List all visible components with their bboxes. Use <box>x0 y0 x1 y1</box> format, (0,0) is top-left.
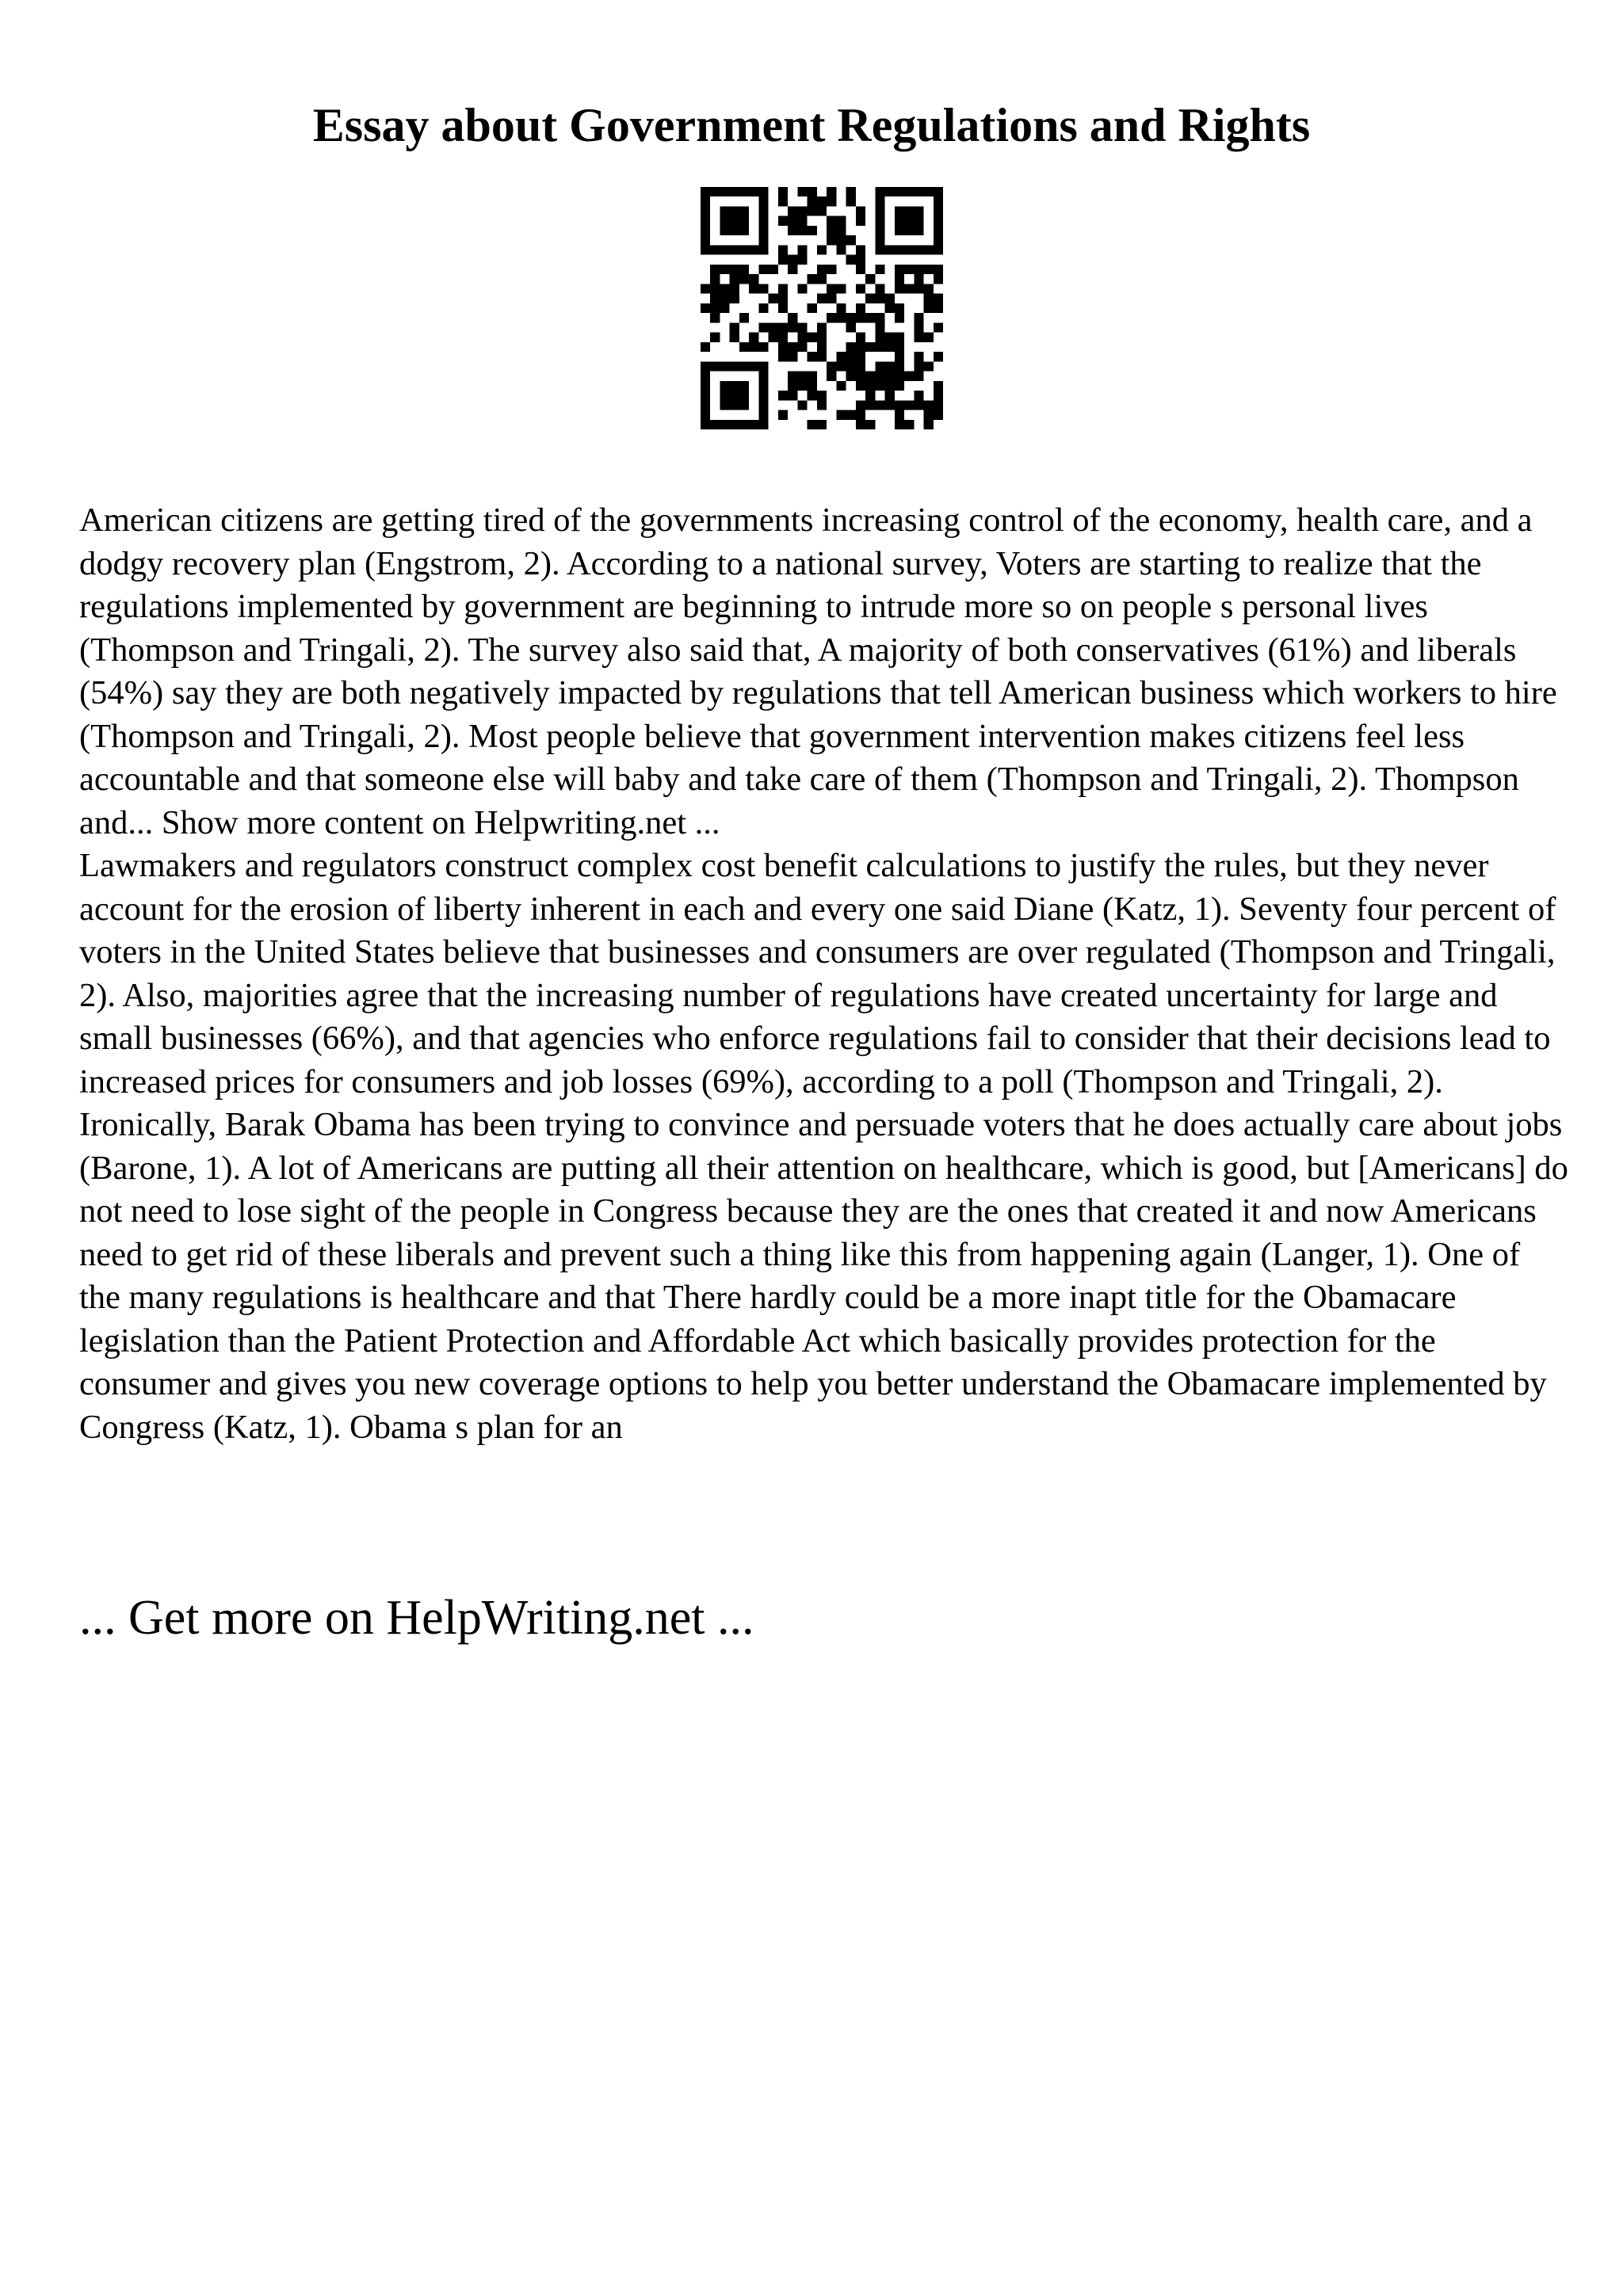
document-title: Essay about Government Regulations and Rights <box>312 99 1311 151</box>
essay-paragraph: Lawmakers and regulators construct complex cost benefit calculations to justify the rules, but they never account for the erosion of liberty inherent in each and every one said Diane (Katz, 1). Seventy four percent of voters in the United States believe that businesses and consumers are over regulated (Thompson and Tringali, 2). Also, majorities agree that the increasing number of regulations have created uncertainty for large and small businesses (66%), and that agencies who enforce regulations fail to consider that their decisions lead to increased prices for consumers and job losses (69%), according to a poll (Thompson and Tringali, 2). Ironically, Barak Obama has been trying to convince and persuade voters that he does actually care about jobs (Barone, 1). A lot of Americans are putting all their attention on healthcare, which is good, but [Americans] do not need to lose sight of the people in Congress because they are the ones that created it and now Americans need to get rid of these liberals and prevent such a thing like this from happening again (Langer, 1). One of the many regulations is healthcare and that There hardly could be a more inapt title for the Obamacare legislation than the Patient Protection and Affordable Act which basically provides protection for the consumer and gives you new coverage options to help you better understand the Obamacare implemented by Congress (Katz, 1). Obama s plan for an <box>79 847 1568 1446</box>
essay-paragraph <box>79 499 1569 845</box>
show-more-link[interactable]: ... Show more content on Helpwriting.net ... <box>128 803 720 841</box>
qr-code-icon <box>701 187 943 429</box>
essay-body <box>79 499 1569 1449</box>
paragraph-text: American citizens are getting tired of the governments increasing control of the economy, health care, and a dodgy recovery plan (Engstrom, 2). According to a national survey, Voters are starting to realize that the regulations implemented by government are beginning to intrude more so on people s personal lives (Thompson and Tringali, 2). The survey also said that, A majority of both conservatives (61%) and liberals (54%) say they are both negatively impacted by regulations that tell American business which workers to hire (Thompson and Tringali, 2). Most people believe that government intervention makes citizens feel less accountable and that someone else will baby and take care of them (Thompson and Tringali, 2). Thompson and <box>79 502 1557 841</box>
get-more-link[interactable]: ... Get more on HelpWriting.net ... <box>79 1591 754 1645</box>
